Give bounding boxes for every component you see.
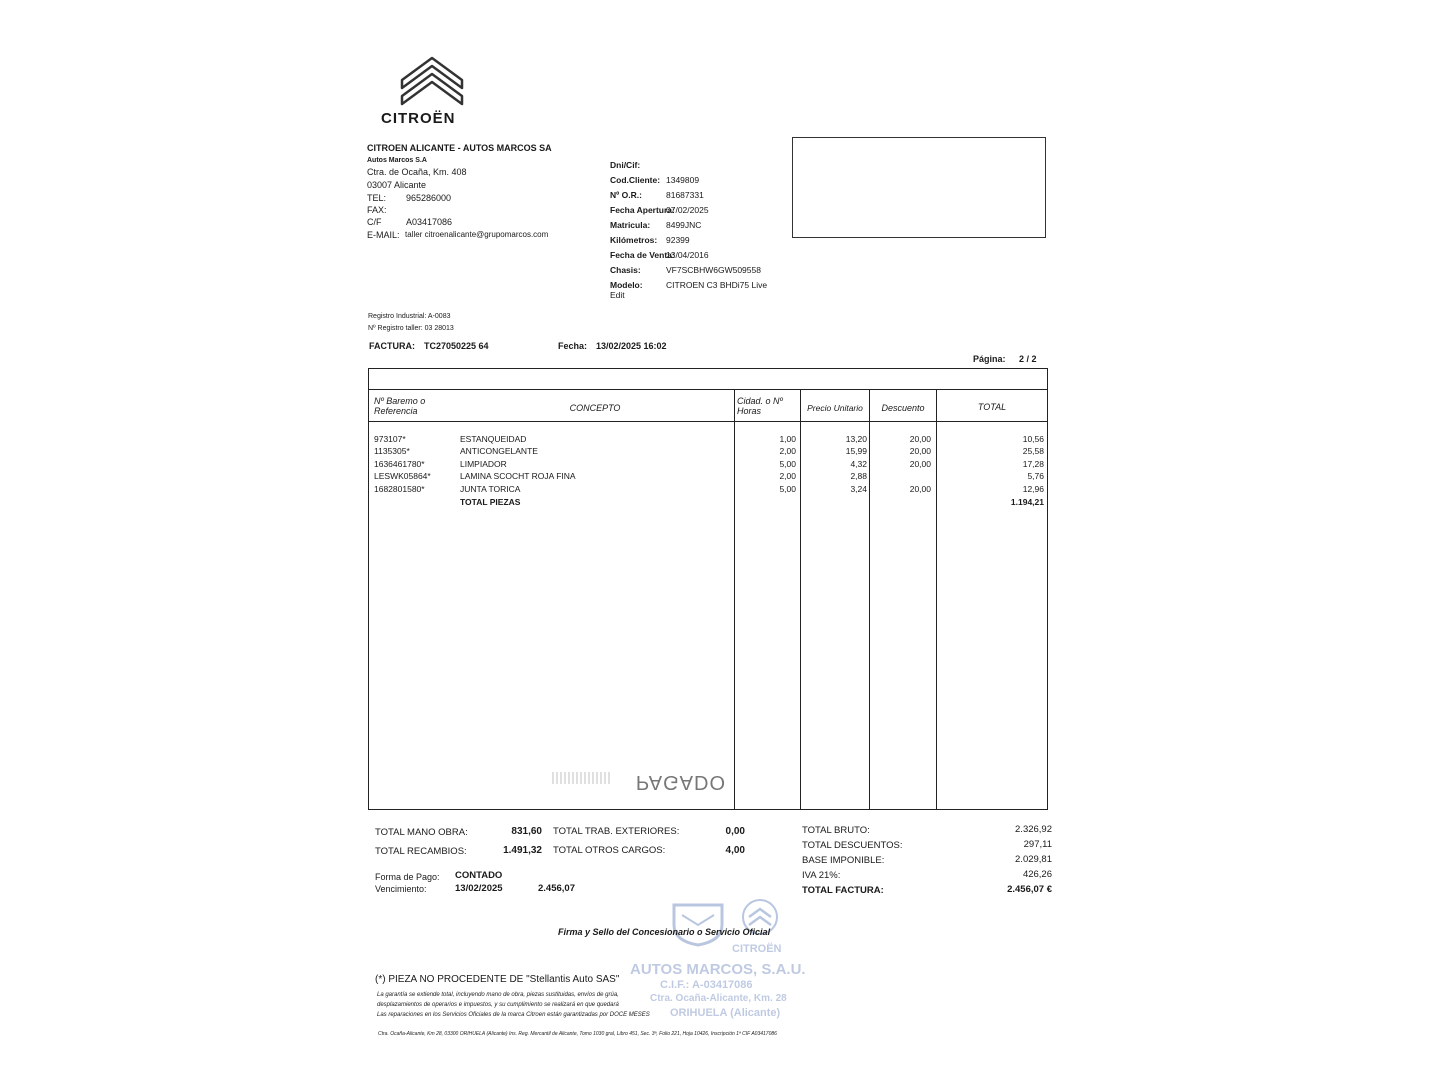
col-precio	[802, 433, 867, 495]
total-factura-value: 2.456,07 €	[1007, 884, 1052, 895]
cell-total: 5,76	[1027, 471, 1044, 482]
col-divider	[800, 390, 801, 810]
base-label: BASE IMPONIBLE:	[802, 855, 885, 866]
company-tel-label: TEL:	[367, 193, 387, 203]
total-factura-label: TOTAL FACTURA:	[802, 885, 884, 896]
mano-obra-label: TOTAL MANO OBRA:	[375, 827, 468, 838]
col-divider	[869, 390, 870, 810]
client-row: Kilómetros: 92399	[610, 235, 690, 245]
cell-cantidad: 1,00	[779, 434, 796, 444]
cell-ref: 1135305*	[374, 446, 410, 457]
cell-descuento: 20,00	[909, 483, 931, 494]
stamp-address: Ctra. Ocaña-Alicante, Km. 28	[650, 993, 787, 1004]
garantia-line: desplazamientos de operarios e impuestos, y su cumplimiento se realizará en que quedará	[377, 1002, 619, 1008]
company-cif: A03417086	[406, 217, 453, 227]
client-row: Cod.Cliente: 1349809	[610, 175, 700, 185]
chevrons-icon	[378, 52, 486, 112]
col-divider	[936, 390, 937, 810]
iva-value: 426,26	[1022, 869, 1052, 880]
mano-obra-value: 831,60	[511, 826, 542, 837]
cell-cantidad: 2,00	[779, 446, 796, 457]
cell-cantidad: 5,00	[779, 458, 796, 469]
fecha-label: Fecha:	[558, 341, 588, 351]
fecha-value: 13/02/2025 16:02	[596, 341, 667, 351]
cell-precio: 4,32	[850, 458, 867, 469]
otros-value: 4,00	[725, 845, 745, 856]
garantia-line: Las reparaciones en los Servicios Oficiales de la marca Citroen están garantizadas por DOCE MESES	[377, 1012, 650, 1018]
cell-concepto: LAMINA SCOCHT ROJA FINA	[460, 471, 576, 482]
otros-label: TOTAL OTROS CARGOS:	[553, 845, 666, 856]
recambios-label: TOTAL RECAMBIOS:	[375, 846, 467, 857]
total-piezas-label: TOTAL PIEZAS	[460, 497, 521, 508]
stamp-city: ORIHUELA (Alicante)	[670, 1007, 781, 1019]
cell-cantidad: 5,00	[779, 483, 796, 494]
cell-total: 17,28	[1022, 458, 1044, 469]
col-ref	[374, 433, 458, 495]
garantia-line: La garantía se extiende total, incluyendo mano de obra, piezas sustituidas, envíos de grúa,	[377, 992, 619, 998]
stamp-cif: C.I.F.: A-03417086	[660, 979, 753, 991]
firma-label: Firma y Sello del Concesionario o Servicio Oficial	[558, 927, 771, 937]
client-row: Fecha Apertura:07/02/2025	[610, 205, 709, 215]
client-row: Modelo: CITROEN C3 BHDi75 Live Edit	[610, 280, 768, 300]
cell-descuento: 20,00	[909, 434, 931, 444]
cell-ref: 973107*	[374, 434, 406, 444]
client-block	[610, 160, 790, 310]
registro-industrial: Registro Industrial: A-0083	[368, 313, 451, 320]
header-precio: Precio Unitario	[807, 403, 863, 413]
cell-total: 25,58	[1022, 446, 1044, 457]
company-email: taller citroenalicante@grupomarcos.com	[405, 230, 549, 239]
registro-taller: Nº Registro taller: 03 28013	[368, 325, 454, 332]
header-total: TOTAL	[977, 402, 1007, 412]
trab-ext-value: 0,00	[725, 826, 745, 837]
dealer-stamp	[610, 895, 810, 1025]
legal-line: Ctra. Ocaña-Alicante, Km 28, 03300 ORIHUELA (Alicante) Ins. Reg. Mercantil de Alicante, Tomo 1030 gral, Libro 451, Sec. 3ª, Folio 221, Hoja 10426, Inscripción 1ª CIF A03417086	[378, 1031, 777, 1037]
cell-ref: LESWK05864*	[374, 471, 431, 482]
cell-descuento: 20,00	[909, 446, 931, 457]
trab-ext-label: TOTAL TRAB. EXTERIORES:	[553, 826, 680, 837]
venc-importe: 2.456,07	[538, 883, 575, 894]
factura-number: TC27050225 64	[424, 341, 489, 351]
cell-cantidad: 2,00	[779, 471, 796, 482]
descuentos-value: 297,11	[1023, 839, 1052, 850]
stamp-company: AUTOS MARCOS, S.A.U.	[630, 961, 806, 978]
cell-precio: 13,20	[845, 434, 867, 444]
pago-value: CONTADO	[455, 870, 503, 881]
cell-precio: 2,88	[850, 471, 867, 482]
stamp-brand: CITROËN	[732, 943, 782, 955]
cell-concepto: LIMPIADOR	[460, 458, 507, 469]
company-email-label: E-MAIL:	[367, 230, 400, 240]
header-descuento: Descuento	[881, 403, 925, 413]
client-row: Chasis: VF7SCBHW6GW509558	[610, 265, 761, 275]
company-tel: 965286000	[406, 193, 452, 203]
col-total	[940, 433, 1044, 508]
descuentos-label: TOTAL DESCUENTOS:	[802, 840, 903, 851]
base-value: 2.029,81	[1015, 854, 1052, 865]
company-cif-label: C/F	[367, 217, 382, 227]
venc-label: Vencimiento:	[375, 884, 427, 894]
company-fax-label: FAX:	[367, 205, 387, 215]
cell-total: 12,96	[1022, 483, 1044, 494]
pagado-stamp	[550, 768, 730, 798]
cell-concepto: ANTICONGELANTE	[460, 446, 538, 457]
cell-ref: 1636461780*	[374, 458, 425, 469]
cell-concepto: JUNTA TORICA	[460, 483, 521, 494]
total-piezas-value: 1.194,21	[1010, 497, 1044, 508]
cell-precio: 3,24	[850, 483, 867, 494]
header-cantidad: Cidad. o Nº Horas	[737, 396, 783, 416]
bruto-value: 2.326,92	[1015, 824, 1052, 835]
pagado-stamp-text: PAGADO	[635, 771, 726, 793]
header-concepto: CONCEPTO	[569, 403, 621, 413]
cell-concepto: ESTANQUEIDAD	[460, 434, 527, 444]
header-ref: Nº Baremo o Referencia	[374, 396, 426, 416]
cell-descuento	[872, 470, 931, 482]
stamp-shield-icon	[668, 901, 728, 947]
pago-label: Forma de Pago:	[375, 872, 440, 882]
citroen-logo	[378, 52, 486, 130]
pieza-note: (*) PIEZA NO PROCEDENTE DE "Stellantis Auto SAS"	[375, 974, 620, 985]
client-row: Fecha de Venta:13/04/2016	[610, 250, 709, 260]
bruto-label: TOTAL BRUTO:	[802, 825, 870, 836]
col-concepto	[460, 433, 730, 508]
table-header-line-top	[368, 389, 1048, 390]
cell-ref: 1682801580*	[374, 483, 425, 494]
stamp-blur	[552, 772, 612, 784]
company-name: CITROEN ALICANTE - AUTOS MARCOS SA	[367, 143, 552, 153]
company-address2: 03007 Alicante	[367, 180, 427, 190]
table-header-line-bottom	[368, 421, 1048, 422]
col-cantidad	[736, 433, 796, 495]
cell-total: 10,56	[1022, 434, 1044, 444]
recambios-value: 1.491,32	[503, 845, 542, 856]
client-row: Dni/Cif:	[610, 160, 641, 170]
client-row: Matricula: 8499JNC	[610, 220, 702, 230]
venc-fecha: 13/02/2025	[455, 883, 503, 894]
col-divider	[734, 390, 735, 810]
cell-descuento: 20,00	[909, 458, 931, 469]
pagina-label: Página:	[973, 354, 1006, 364]
brand-name: CITROËN	[381, 110, 456, 127]
cell-precio: 15,99	[845, 446, 867, 457]
address-window	[792, 137, 1046, 238]
iva-label: IVA 21%:	[802, 870, 841, 881]
client-row: Nº O.R.: 81687331	[610, 190, 704, 200]
company-address1: Ctra. de Ocaña, Km. 408	[367, 167, 467, 177]
factura-label: FACTURA:	[369, 341, 415, 351]
col-descuento	[872, 433, 931, 495]
company-subname: Autos Marcos S.A	[367, 157, 427, 164]
pagina-value: 2 / 2	[1019, 354, 1037, 364]
